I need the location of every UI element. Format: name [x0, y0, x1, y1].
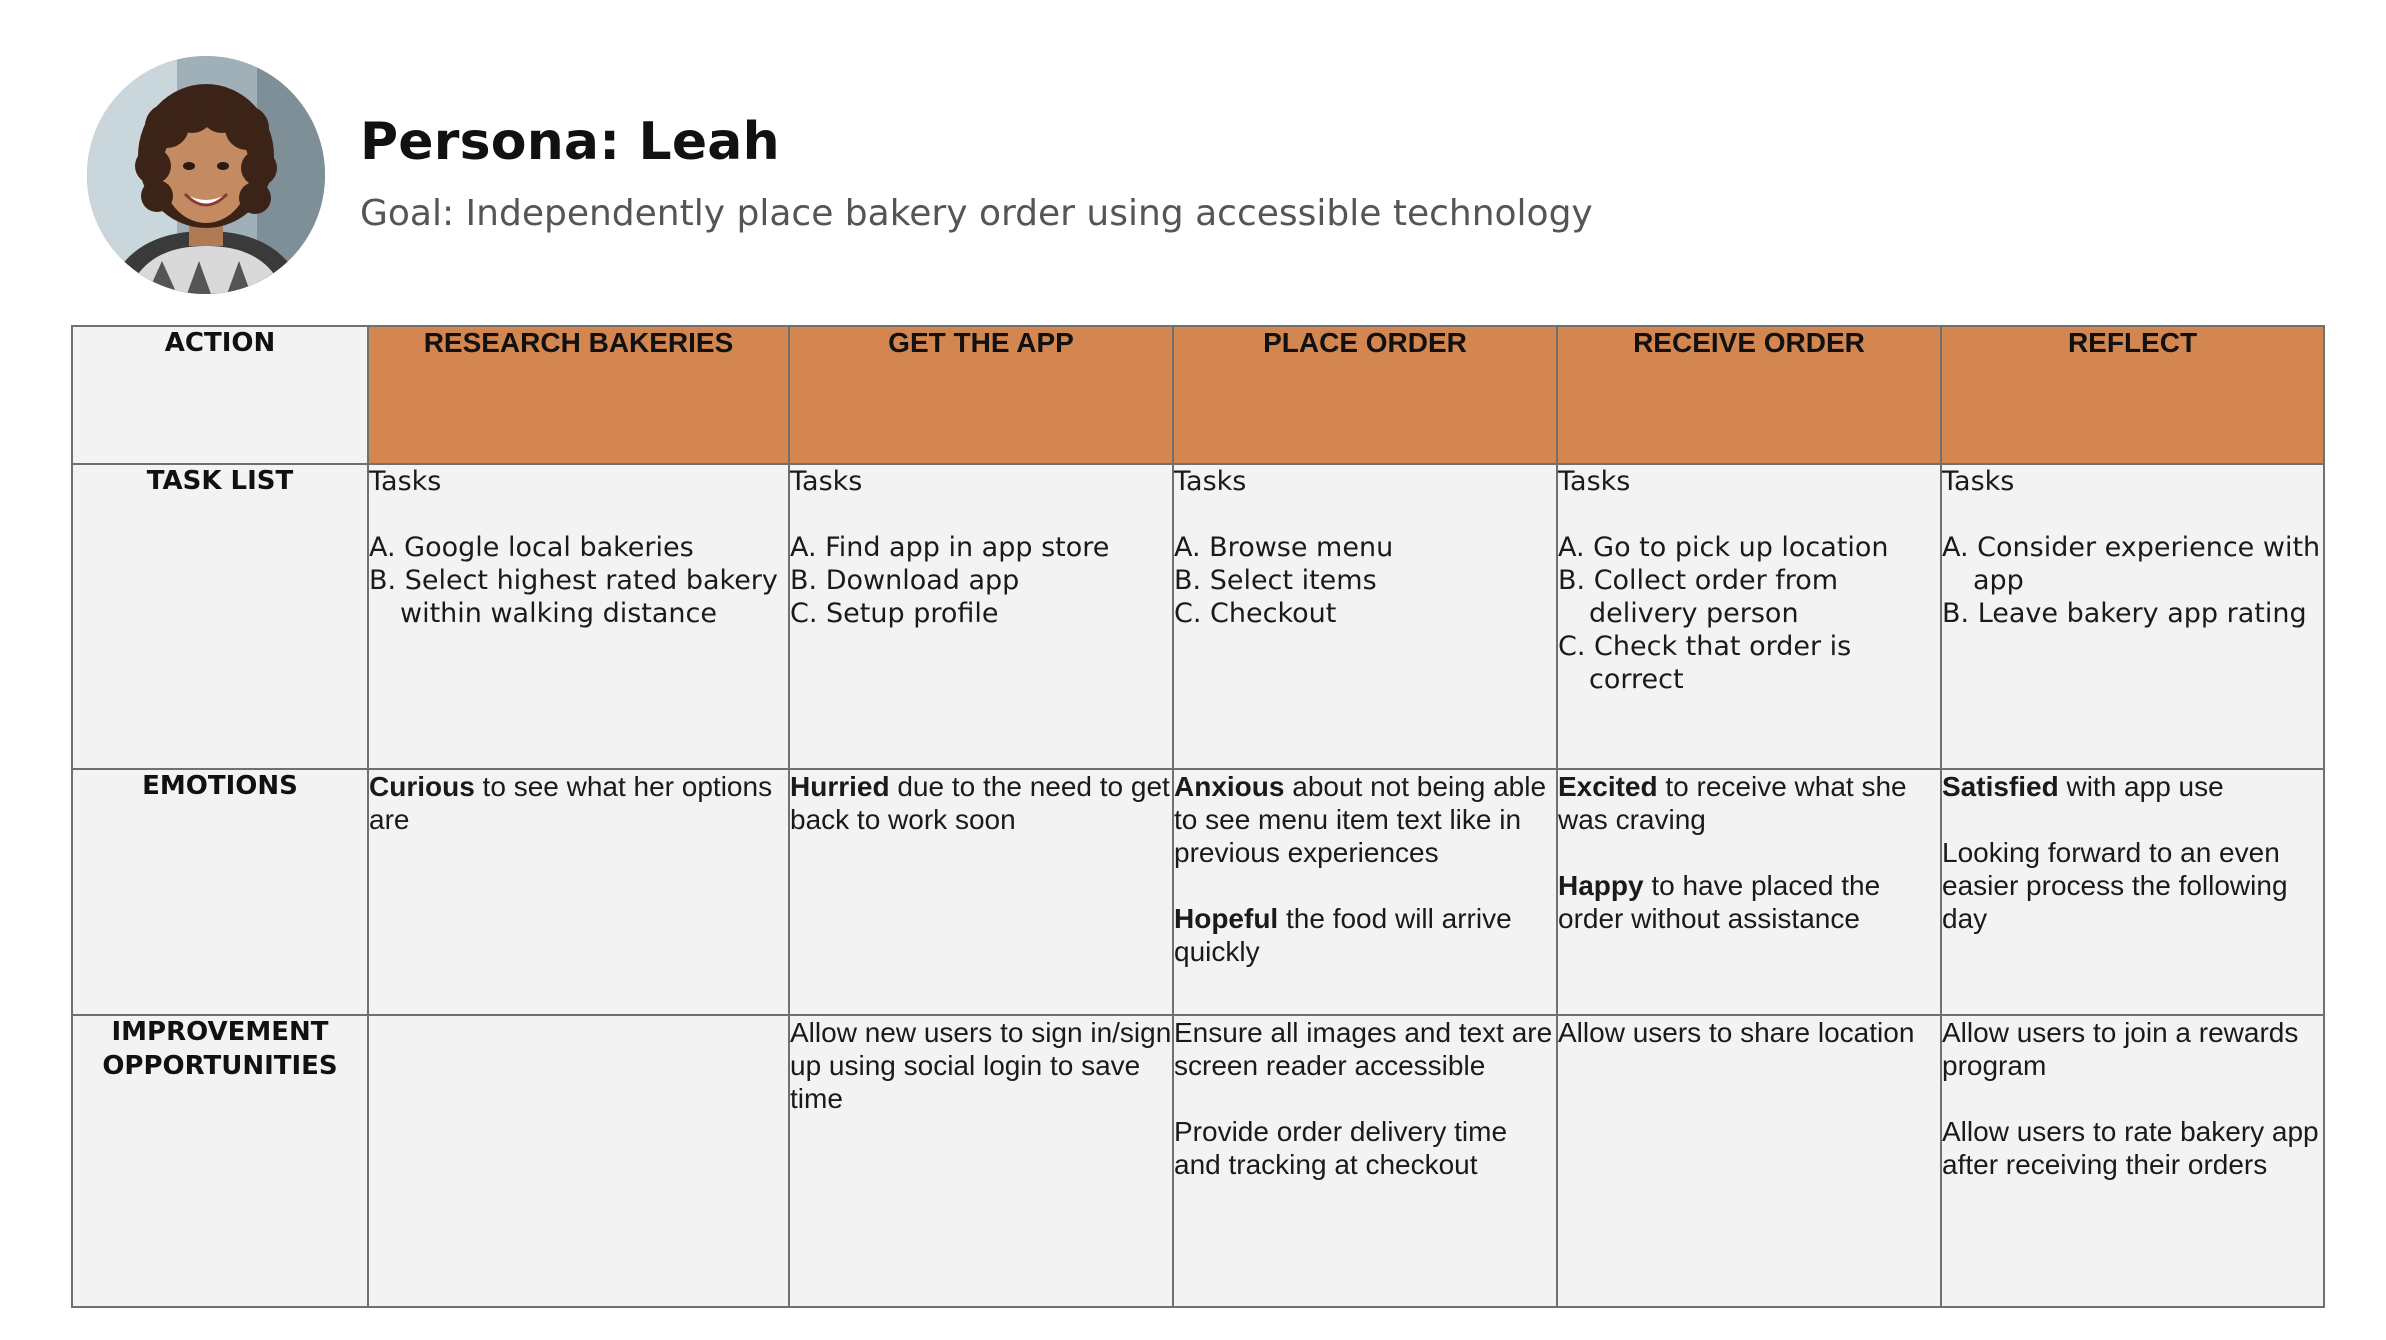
opportunities-cell-reflect: [1941, 1015, 2324, 1307]
stage-header-research-bakeries: RESEARCH BAKERIES: [368, 326, 789, 464]
row-label-action: ACTION: [72, 326, 368, 464]
task-list: [369, 531, 788, 630]
tasks-title: Tasks: [1558, 466, 1631, 497]
emotion-text: Looking forward to an even easier process the following day: [1942, 837, 2288, 934]
persona-goal: Goal: Independently place bakery order using accessible technology: [360, 193, 1593, 234]
task-item: A. Consider experience with app: [1942, 532, 2321, 596]
persona-title: Persona: Leah: [360, 112, 780, 172]
opportunity-entry: Allow users to rate bakery app after receiving their orders: [1942, 1116, 2319, 1180]
task-item: B. Select items: [1174, 565, 1377, 596]
emotion-text: the food will arrive quickly: [1174, 903, 1512, 967]
emotions-cell-research-bakeries: [368, 769, 789, 1015]
opportunity-entry: Ensure all images and text are screen reader accessible: [1174, 1017, 1553, 1081]
opportunities-cell-research-bakeries: [368, 1015, 789, 1307]
opportunities-cell-receive-order: [1557, 1015, 1941, 1307]
task-item: A. Find app in app store: [790, 532, 1110, 563]
journey-map-table: [71, 325, 2325, 1308]
improvement-opportunities-row: [72, 1015, 2324, 1307]
row-label-line: OPPORTUNITIES: [102, 1050, 338, 1081]
emotions-cell-place-order: [1173, 769, 1557, 1015]
task-item: B. Download app: [790, 565, 1020, 596]
tasks-title: Tasks: [1942, 466, 2015, 497]
emotions-cell-reflect: [1941, 769, 2324, 1015]
emotions-cell-receive-order: [1557, 769, 1941, 1015]
task-item: B. Select highest rated bakery within walking distance: [369, 565, 778, 629]
opportunity-entry: Allow users to share location: [1558, 1017, 1915, 1048]
task-item: C. Check that order is correct: [1558, 631, 1852, 695]
tasks-title: Tasks: [1174, 466, 1247, 497]
persona-avatar: [87, 56, 325, 294]
task-item: A. Go to pick up location: [1558, 532, 1889, 563]
row-label-line: IMPROVEMENT: [111, 1017, 329, 1047]
emotion-keyword: Curious: [369, 771, 475, 802]
emotions-cell-get-the-app: [789, 769, 1173, 1015]
row-label-improvement-opportunities: [72, 1015, 368, 1307]
emotion-entry: [1174, 902, 1556, 968]
task-item: B. Leave bakery app rating: [1942, 598, 2307, 629]
stage-header-get-the-app: GET THE APP: [789, 326, 1173, 464]
emotion-text: to see what her options are: [369, 771, 773, 835]
stage-header-reflect: REFLECT: [1941, 326, 2324, 464]
task-item: C. Checkout: [1174, 598, 1337, 629]
task-list-row: [72, 464, 2324, 769]
opportunities-cell-place-order: [1173, 1015, 1557, 1307]
task-list: [1174, 531, 1556, 630]
task-item: C. Setup profile: [790, 598, 999, 629]
opportunities-cell-get-the-app: [789, 1015, 1173, 1307]
stage-header-receive-order: RECEIVE ORDER: [1557, 326, 1941, 464]
emotion-entry: [369, 770, 788, 836]
tasks-cell-place-order: [1173, 464, 1557, 769]
emotion-text: to receive what she was craving: [1558, 771, 1907, 835]
tasks-title: Tasks: [369, 466, 442, 497]
task-item: A. Google local bakeries: [369, 532, 694, 563]
emotion-text: with app use: [2058, 771, 2224, 802]
emotion-text: due to the need to get back to work soon: [790, 771, 1170, 835]
tasks-title: Tasks: [790, 466, 863, 497]
emotions-row: [72, 769, 2324, 1015]
task-list: [790, 531, 1172, 630]
opportunity-entry: Provide order delivery time and tracking at checkout: [1174, 1116, 1508, 1180]
emotion-entry: [1942, 770, 2323, 803]
task-list: [1558, 531, 1940, 696]
emotion-keyword: Satisfied: [1942, 771, 2059, 802]
emotion-keyword: Anxious: [1174, 771, 1285, 802]
task-item: B. Collect order from delivery person: [1558, 565, 1839, 629]
emotion-text: to have placed the order without assistance: [1558, 870, 1881, 934]
persona-photo-icon: [87, 56, 325, 294]
stage-header-place-order: PLACE ORDER: [1173, 326, 1557, 464]
emotion-keyword: Hurried: [790, 771, 890, 802]
row-label-emotions: EMOTIONS: [72, 769, 368, 1015]
emotion-text: about not being able to see menu item text like in previous experiences: [1174, 771, 1547, 868]
opportunity-entry: Allow users to join a rewards program: [1942, 1017, 2299, 1081]
emotion-entry: [1942, 836, 2323, 935]
task-list: [1942, 531, 2323, 630]
emotion-entry: [790, 770, 1172, 836]
row-label-task-list: TASK LIST: [72, 464, 368, 769]
emotion-keyword: Hopeful: [1174, 903, 1279, 934]
emotion-keyword: Happy: [1558, 870, 1644, 901]
tasks-cell-get-the-app: [789, 464, 1173, 769]
emotion-entry: [1558, 770, 1940, 836]
opportunity-entry: Allow new users to sign in/sign up using social login to save time: [790, 1017, 1172, 1114]
action-row: [72, 326, 2324, 464]
tasks-cell-research-bakeries: [368, 464, 789, 769]
emotion-entry: [1174, 770, 1556, 869]
emotion-keyword: Excited: [1558, 771, 1658, 802]
task-item: A. Browse menu: [1174, 532, 1394, 563]
tasks-cell-reflect: [1941, 464, 2324, 769]
tasks-cell-receive-order: [1557, 464, 1941, 769]
emotion-entry: [1558, 869, 1940, 935]
